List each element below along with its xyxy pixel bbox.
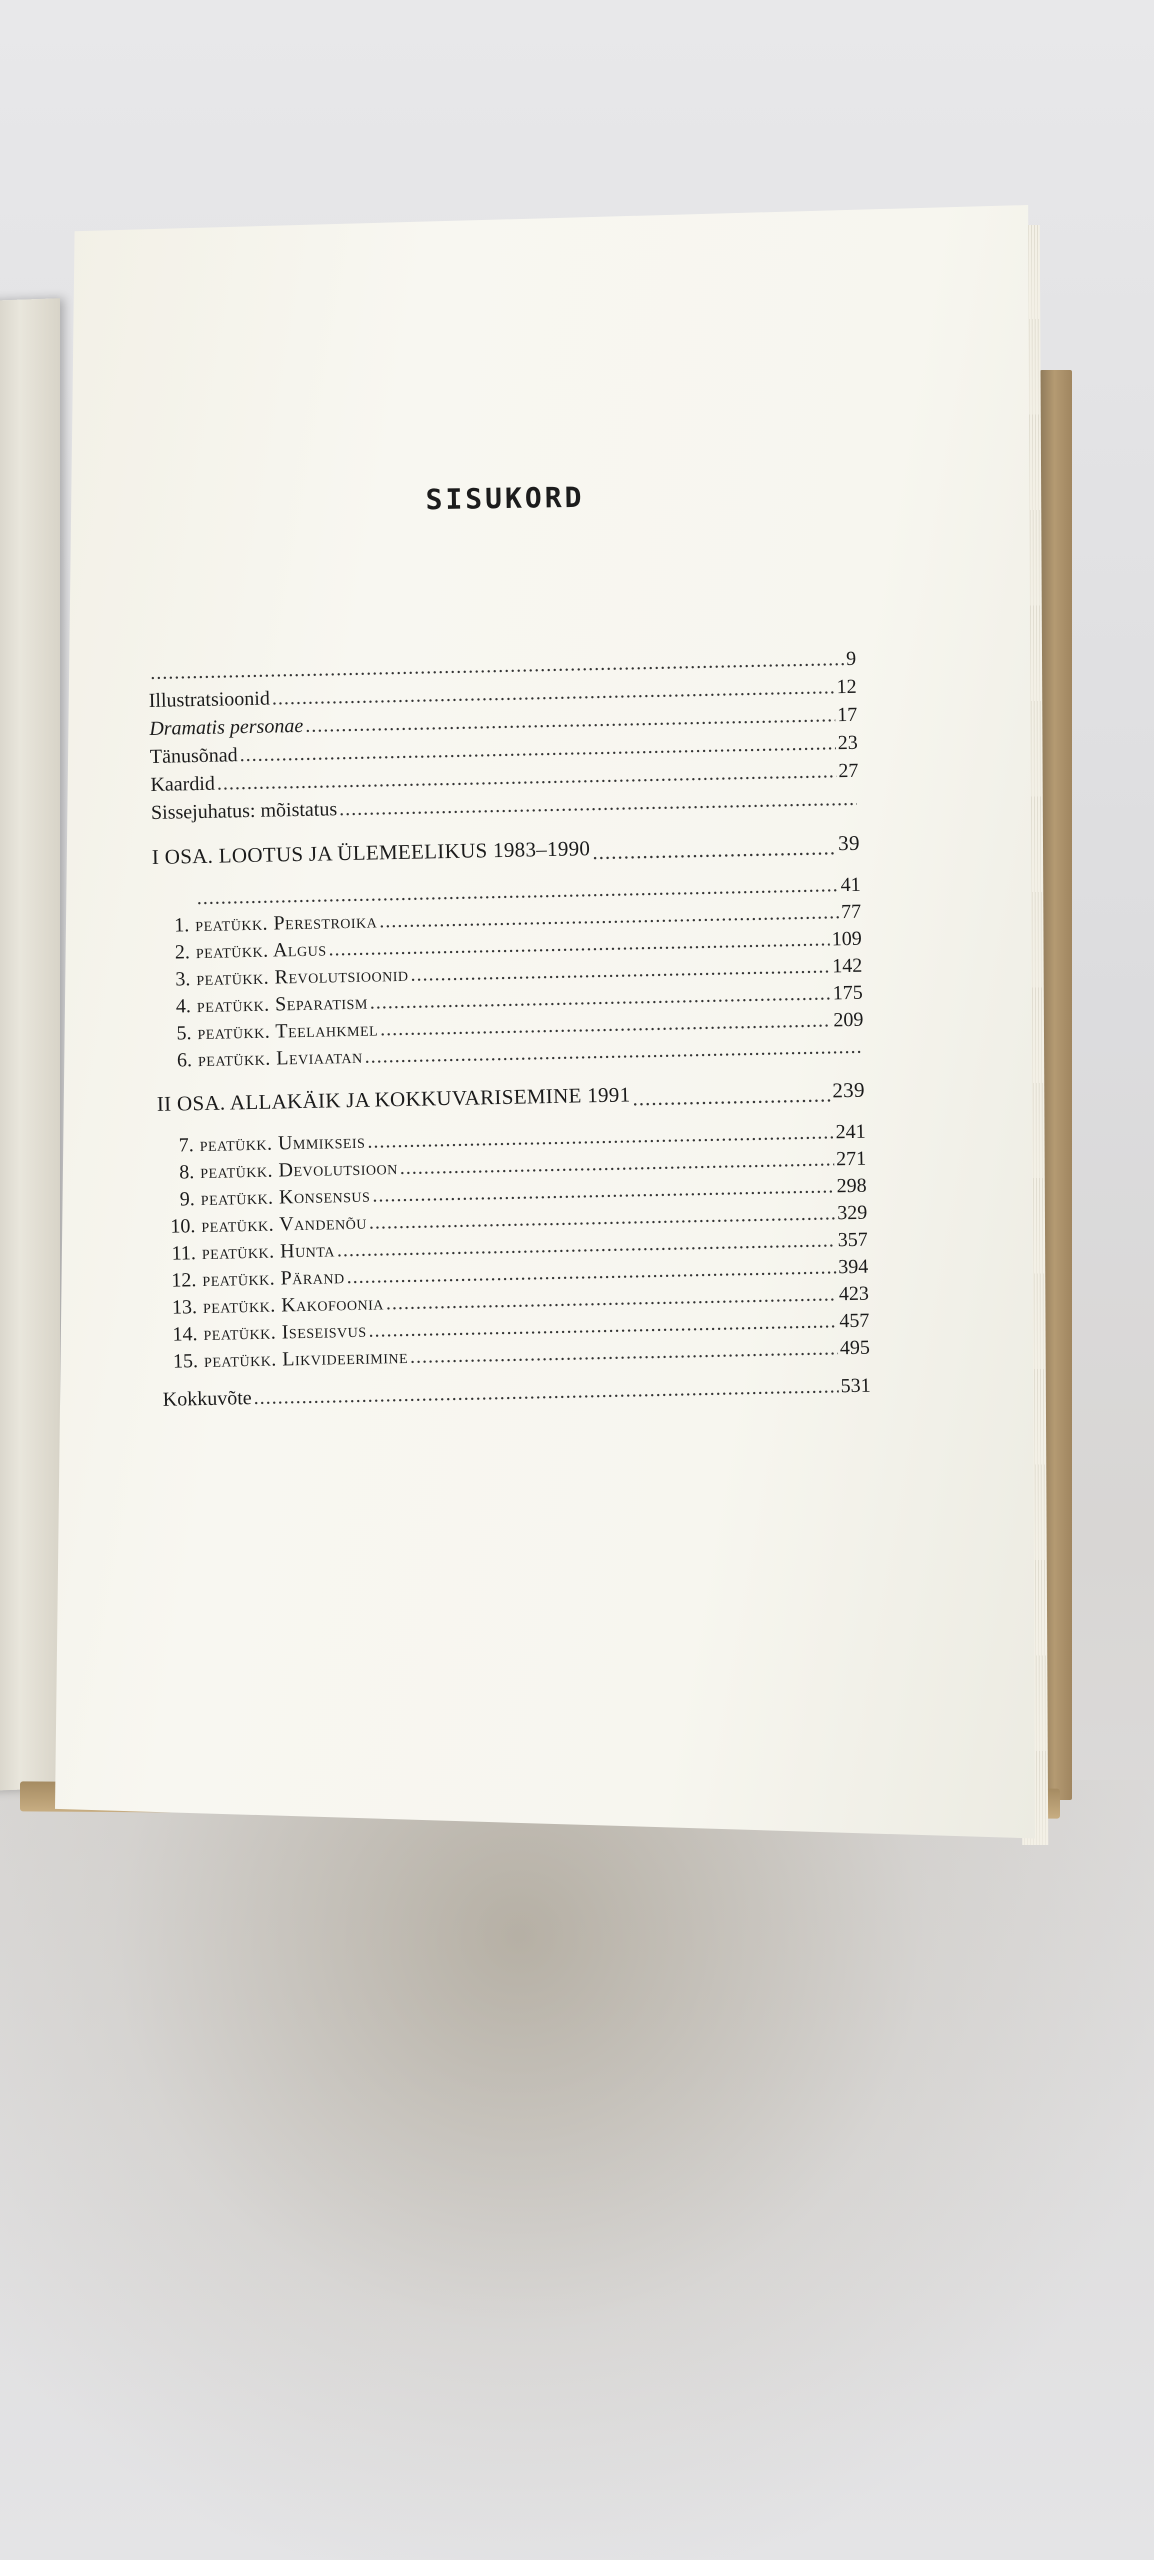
chapter-number: 1. — [174, 914, 190, 937]
chapter-page: 329 — [836, 1201, 868, 1225]
chapter-number: 6. — [176, 1049, 193, 1072]
entry-label: Dramatis personae — [149, 714, 304, 740]
chapter-title: peatükk. Pärand — [202, 1266, 345, 1292]
chapter-title: peatükk. Devolutsioon — [200, 1157, 398, 1184]
part-label: I OSA. LOOTUS JA ÜLEMEELIKUS 1983–1990 — [151, 836, 591, 869]
part-label: II OSA. ALLAKÄIK JA KOKKUVARISEMINE 1991 — [156, 1082, 631, 1116]
dot-leader — [632, 1082, 830, 1111]
chapter-title: peatükk. Konsensus — [200, 1184, 371, 1211]
table-surface-shadow — [0, 1780, 1154, 2560]
chapter-number: 7. — [178, 1134, 194, 1157]
chapter-title: peatükk. Ummikseis — [199, 1130, 366, 1157]
dot-leader — [592, 835, 836, 865]
entry-page: 12 — [836, 675, 857, 699]
entry-label: Illustratsioonid — [148, 687, 271, 712]
entry-label: Kaardid — [150, 772, 216, 796]
chapter-number — [153, 904, 195, 905]
entry-label: Tänusõnad — [149, 744, 238, 768]
chapter-page: 423 — [838, 1282, 870, 1306]
page-title: SISUKORD — [425, 480, 585, 517]
closing-label: Kokkuvõte — [162, 1387, 252, 1411]
closing-page: 531 — [840, 1374, 871, 1398]
entry-label: Sissejuhatus: mõistatus — [150, 798, 338, 824]
chapter-number: 4. — [175, 995, 192, 1018]
chapter-title: peatükk. Likvideerimine — [203, 1345, 409, 1373]
chapter-page: 271 — [835, 1147, 867, 1171]
chapter-page: 175 — [832, 981, 864, 1005]
chapter-title: peatükk. Perestroika — [195, 910, 378, 937]
chapter-title: peatükk. Teelahkmel — [197, 1018, 379, 1045]
entry-page: 17 — [836, 703, 858, 727]
chapter-title: peatükk. Hunta — [201, 1239, 336, 1265]
chapter-page: 298 — [836, 1174, 867, 1198]
chapter-title: peatükk. Vandenõu — [201, 1211, 368, 1238]
chapter-number: 14. — [172, 1323, 198, 1346]
chapter-number: 10. — [170, 1215, 196, 1238]
entry-page: 9 — [845, 647, 857, 670]
part-page: 39 — [837, 830, 861, 856]
part2-chapter-list — [157, 1121, 870, 1378]
left-page-edge — [0, 298, 60, 1791]
chapter-page: 241 — [835, 1120, 866, 1144]
part1-chapter-list — [153, 874, 865, 1077]
entry-page: 23 — [837, 731, 858, 755]
chapter-number: 11. — [171, 1242, 197, 1265]
chapter-page: 457 — [839, 1309, 870, 1333]
chapter-title: peatükk. Leviaatan — [197, 1045, 363, 1072]
chapter-page: 495 — [839, 1336, 871, 1360]
part-page: 239 — [832, 1077, 865, 1103]
chapter-number: 9. — [179, 1188, 196, 1211]
chapter-number: 8. — [179, 1161, 195, 1184]
front-matter-list — [148, 648, 859, 830]
chapter-number: 12. — [171, 1269, 197, 1292]
table-of-contents — [148, 648, 871, 1412]
chapter-page: 41 — [840, 873, 861, 897]
chapter-title: peatükk. Separatism — [196, 991, 369, 1018]
chapter-title: peatükk. Iseseisvus — [203, 1319, 367, 1346]
chapter-page: 109 — [831, 927, 862, 951]
chapter-page: 209 — [833, 1008, 864, 1032]
chapter-title: peatükk. Kakofoonia — [202, 1292, 385, 1319]
chapter-number: 13. — [171, 1296, 198, 1319]
entry-page: 27 — [838, 759, 859, 783]
chapter-number: 3. — [175, 968, 191, 991]
chapter-title: peatükk. Revolutsioonid — [196, 963, 409, 991]
chapter-page: 357 — [837, 1228, 868, 1252]
chapter-number: 15. — [172, 1350, 199, 1373]
chapter-number: 5. — [176, 1022, 192, 1045]
chapter-page: 77 — [840, 900, 862, 924]
chapter-number: 2. — [174, 941, 191, 964]
chapter-page: 394 — [838, 1255, 869, 1279]
chapter-title: peatükk. Algus — [195, 938, 327, 964]
chapter-page: 142 — [832, 954, 863, 978]
